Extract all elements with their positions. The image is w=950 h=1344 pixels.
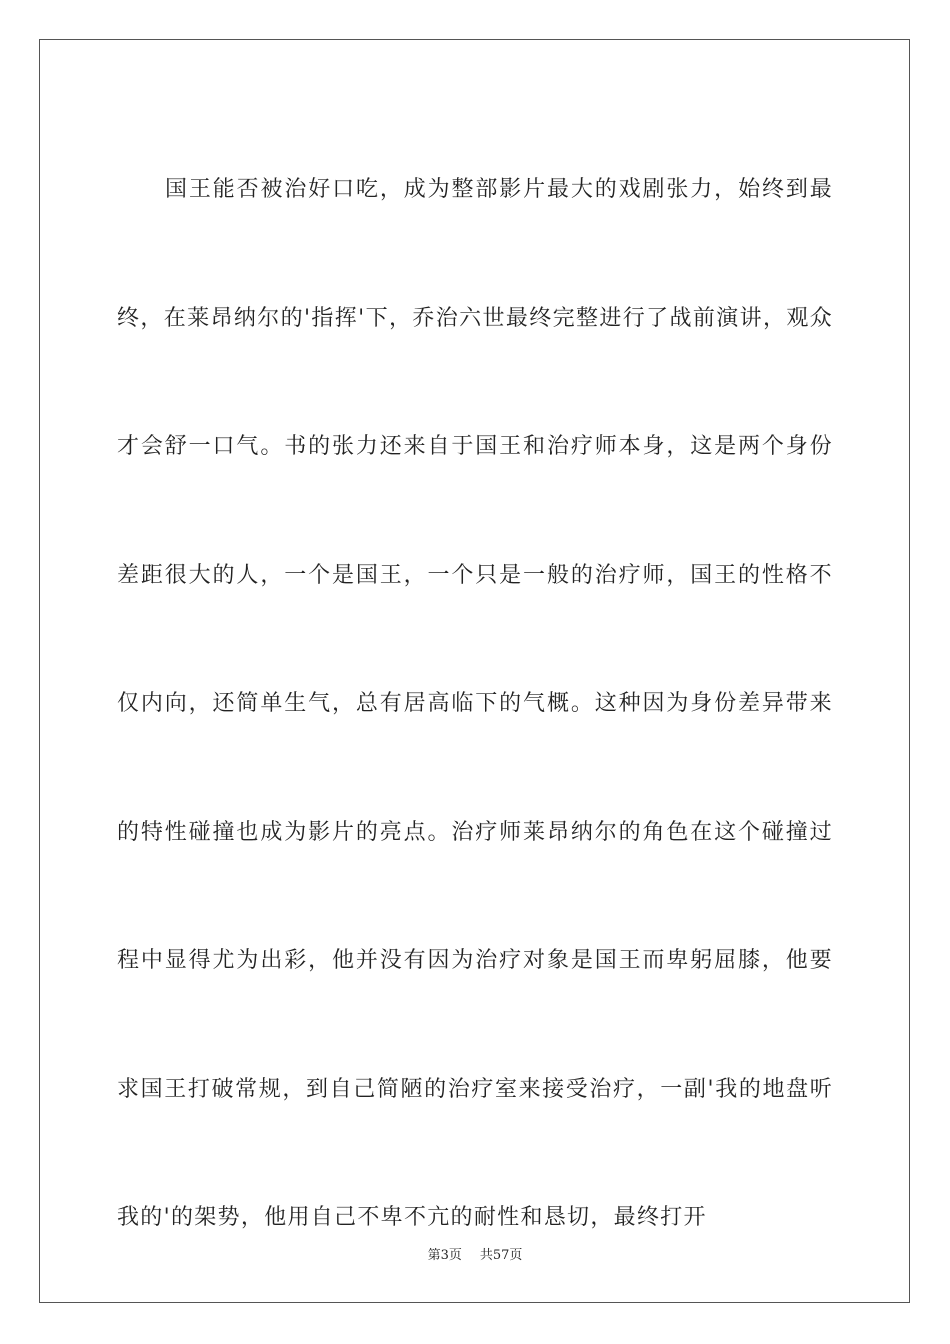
total-page-count: 共57页	[479, 1248, 523, 1263]
body-paragraph: 国王能否被治好口吃，成为整部影片最大的戏剧张力，始终到最终，在莱昂纳尔的'指挥'下，乔治六世最终完整进行了战前演讲，观众才会舒一口气。书的张力还来自于国王和治疗师本身，这是两个身份差距很大的人，一个是国王，一个只是一般的治疗师，国王的性格不仅内向，还简单生气，总有居高临下的气概。这种因为身份差异带来的特性碰撞也成为影片的亮点。治疗师莱昂纳尔的角色在这个碰撞过程中显得尤为出彩，他并没有因为治疗对象是国王而卑躬屈膝，他要求国王打破常规，到自己简陋的治疗室来接受治疗，一副'我的地盘听我的'的架势，他用自己不卑不亢的耐性和恳切，最终打开	[117, 177, 833, 1230]
current-page-number: 第3页	[427, 1248, 462, 1263]
page-footer	[0, 1244, 950, 1263]
